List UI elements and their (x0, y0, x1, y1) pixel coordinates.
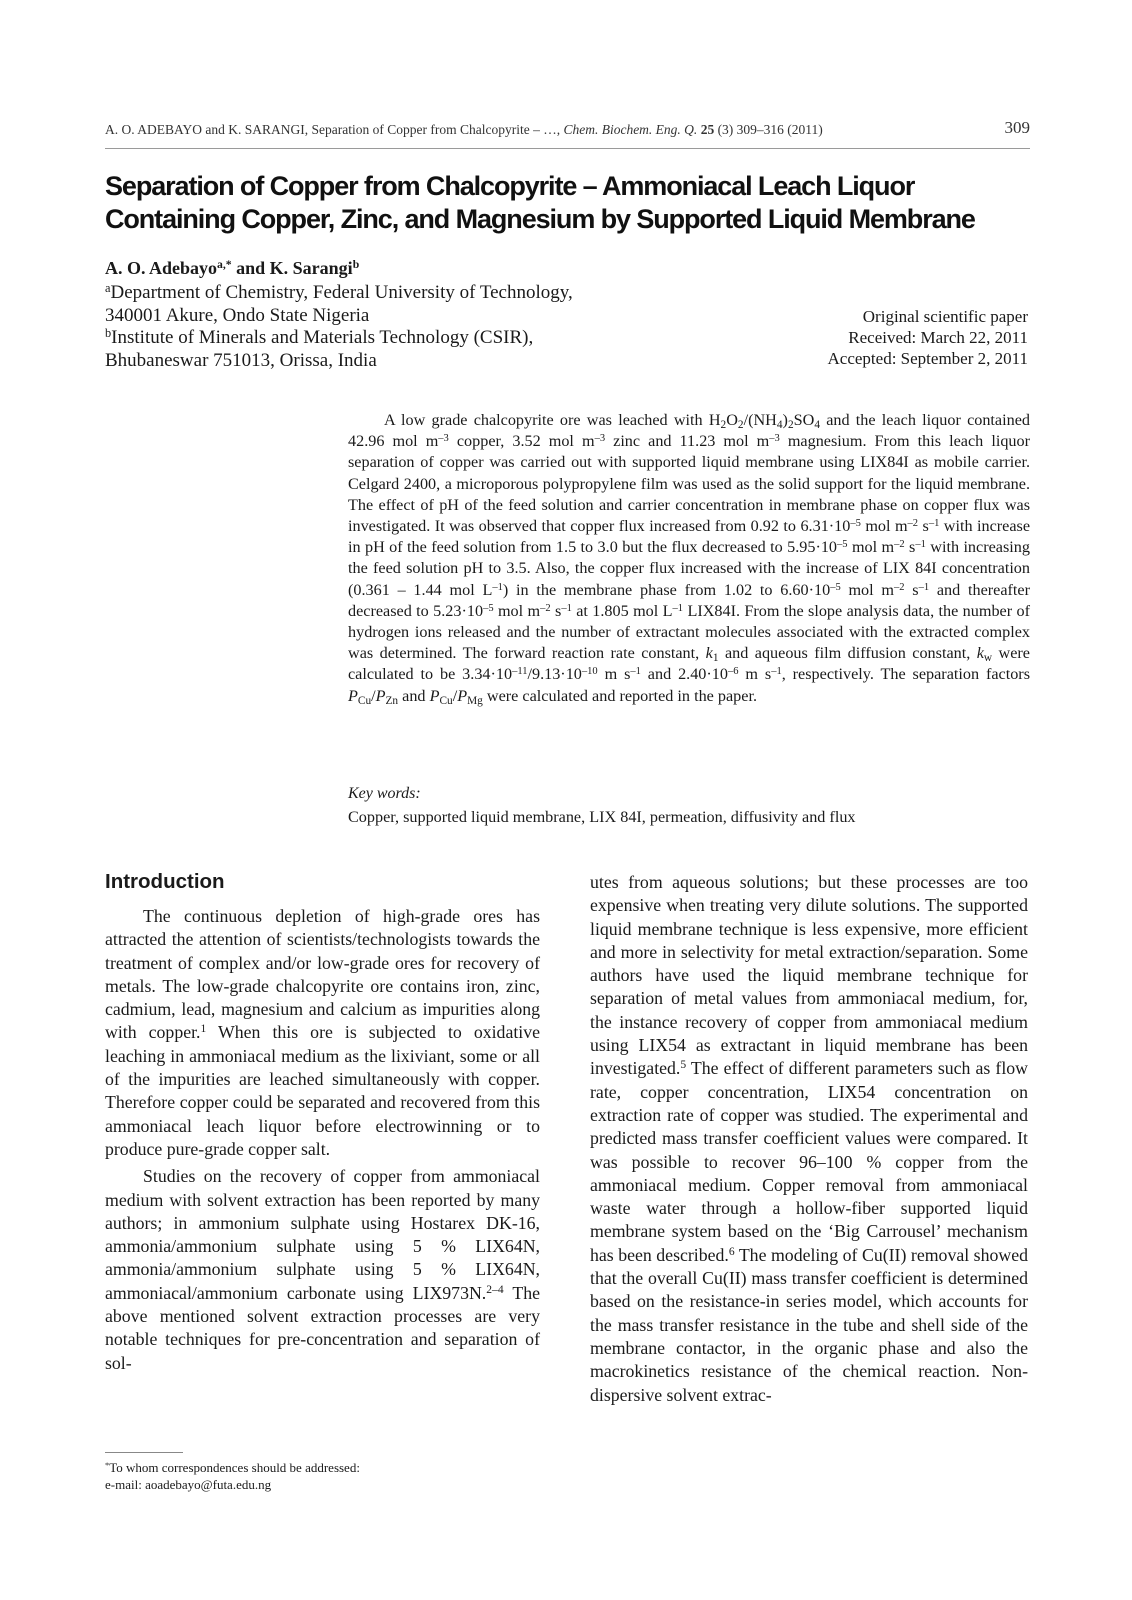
author-1-affiliation-mark: a,* (217, 258, 232, 272)
affiliation-a-line-1 (105, 282, 665, 305)
accepted-date: Accepted: September 2, 2011 (827, 349, 1028, 368)
author-conjunction: and (236, 258, 266, 278)
intro-p1-text-a: The continuous depletion of high-grade ores has attracted the attention of scientists/technologists towards the treatment of complex and/or low-grade ores for recovery of metals. The low-grade chalcopyrite ore contains iron, zinc, cadmium, lead, magnesium and calcium as impurities along with copper. (105, 906, 540, 1043)
page-number: 309 (1004, 118, 1030, 137)
affiliation-a-line-2: 340001 Akure, Ondo State Nigeria (105, 304, 370, 326)
footnote (105, 1459, 360, 1493)
citation-5: 5 (680, 1058, 687, 1072)
intro-paragraph-2 (105, 1165, 540, 1375)
intro-paragraph-2-continued (590, 871, 1028, 1407)
affiliation-b-mark: b (105, 325, 112, 340)
running-head-journal: Chem. Biochem. Eng. Q. (563, 122, 698, 137)
affiliation-b-line-1 (105, 327, 665, 350)
received-date: Received: March 22, 2011 (848, 328, 1028, 347)
citation-1: 1 (200, 1022, 207, 1036)
keywords-text: Copper, supported liquid membrane, LIX 84I, permeation, diffusivity and flux (348, 808, 856, 826)
affiliations (105, 282, 665, 372)
abstract: A low grade chalcopyrite ore was leached with $H_2O_2/(NH_4)_2SO_4$ and the leach liquor contained 42.96 mol $m^{-3}$ copper, 3.52 mol $m^{-3}$ zinc and 11.23 mol $m^{-3}$ magnesium. From this leach liquor separation of copper was carried out with supported liquid membrane using LIX84I as mobile carrier. Celgard 2400, a microporous polypropylene film was used as the solid support for the liquid membrane. The effect of pH of the feed solution and carrier concentration in membrane phase on copper flux was investigated. It was observed that copper flux increased from 0.92 to $6.31\cdot 10^{-5}$ mol $m^{-2}$ $s^{-1}$ with increase in pH of the feed solution from 1.5 to 3.0 but the flux decreased to $5.95\cdot 10^{-5}$ mol $m^{-2}$ $s^{-1}$ with increasing the feed solution pH to 3.5. Also, the copper flux increased with the increase of LIX 84I concentration (0.361 – 1.44 mol $L^{-1}$) in the membrane phase from 1.02 to $6.60\cdot 10^{-5}$ mol $m^{-2}$ $s^{-1}$ and thereafter decreased to $5.23\cdot 10^{-5}$ mol $m^{-2}$ $s^{-1}$ at 1.805 mol $L^{-1}$ LIX84I. From the slope analysis data, the number of hydrogen ions released and the number of extractant molecules associated with the extracted complex was determined. The forward reaction rate constant, $k_1$ and aqueous film diffusion constant, $k_w$ were calculated to be $3.34\cdot 10^{-11}/9.13\cdot 10^{-10}$ m $s^{-1}$ and $2.40\cdot 10^{-6}$ m $s^{-1}$, respectively. The separation factors $P_{Cu}/P_{Zn}$ and $P_{Cu}/P_{Mg}$ were calculated and reported in the paper. (348, 411, 1031, 707)
author-list (105, 258, 359, 279)
affiliation-a-text-1: Department of Chemistry, Federal University of Technology, (110, 282, 573, 303)
footnote-divider (105, 1452, 183, 1453)
paper-type: Original scientific paper (862, 307, 1028, 326)
footnote-email[interactable]: e-mail: aoadebayo@futa.edu.ng (105, 1477, 272, 1492)
intro-p2-text-a: Studies on the recovery of copper from ammoniacal medium with solvent extraction has been reported by many authors; in ammonium sulphate using Hostarex DK-16, ammonia/ammonium sulphate using 5 % LIX64N, ammonia/ammonium sulphate using 5 % LIX64N, ammoniacal/ammonium carbonate using LIX973N. (105, 1166, 540, 1303)
author-1: A. O. Adebayo (105, 258, 218, 278)
running-head-volume: 25 (700, 122, 715, 137)
section-heading-introduction: Introduction (105, 870, 225, 893)
citation-2-4: 2–4 (486, 1282, 504, 1296)
running-head-authors-title: A. O. ADEBAYO and K. SARANGI, Separation of Copper from Chalcopyrite – …, (105, 122, 561, 137)
affiliation-a-mark: a (105, 280, 111, 295)
intro-paragraph-1 (105, 905, 540, 1161)
author-2: K. Sarangi (269, 258, 353, 278)
right-column (590, 871, 1028, 1407)
paper-title-line-2: Containing Copper, Zinc, and Magnesium by Supported Liquid Membrane (105, 204, 975, 234)
footnote-line-1 (105, 1459, 360, 1476)
intro-r-text-b: The effect of different parameters such as flow rate, copper concentration, LIX54 concentration on extraction rate of copper was studied. The experimental and predicted mass transfer coefficient values were compared. It was possible to recover 96–100 % copper from the ammoniacal medium. Copper removal from ammoniacal waste water through a hollow-fiber supported liquid membrane system based on the ‘Big Carrousel’ mechanism has been described. (590, 1058, 1028, 1265)
left-column (105, 905, 540, 1375)
intro-p2-text-b: The above mentioned solvent extraction processes are very notable techniques for pre-concentration and separation of sol- (105, 1282, 540, 1373)
paper-title (105, 170, 1025, 236)
affiliation-b-text-1: Institute of Minerals and Materials Technology (CSIR), (111, 327, 534, 348)
paper-title-line-1: Separation of Copper from Chalcopyrite – Ammoniacal Leach Liquor (105, 171, 915, 201)
paper-info (760, 306, 1028, 369)
author-2-affiliation-mark: b (352, 258, 360, 272)
footnote-mark: * (105, 1459, 110, 1470)
intro-p1-text-b: When this ore is subjected to oxidative leaching in ammoniacal medium as the lixiviant, some or all of the impurities are leached simultaneously with copper. Therefore copper could be separated and recovered from this ammoniacal leach liquor before electrowinning or to produce pure-grade copper salt. (105, 1022, 540, 1159)
running-head (105, 118, 1030, 149)
footnote-text-1: To whom correspondences should be addressed: (109, 1460, 360, 1475)
affiliation-b-line-2: Bhubaneswar 751013, Orissa, India (105, 349, 377, 371)
keywords-label: Key words: (348, 785, 421, 802)
citation-6: 6 (728, 1244, 735, 1258)
intro-r-text-a: utes from aqueous solutions; but these processes are too expensive when treating very dilute solutions. The supported liquid membrane technique is less expensive, more efficient and more in selectivity for metal extraction/separation. Some authors have used the liquid membrane technique for separation of metal values from ammoniacal medium, for, the instance recovery of copper from ammoniacal medium using LIX54 as extractant in liquid membrane has been investigated. (590, 872, 1028, 1079)
intro-r-text-c: The modeling of Cu(II) removal showed that the overall Cu(II) mass transfer coefficient is determined based on the resistance-in series model, which accounts for the mass transfer resistance in the tube and shell side of the membrane contactor, in the organic phase and also the macrokinetics resistance of the chemical reaction. Non-dispersive solvent extrac- (590, 1244, 1028, 1405)
running-head-issue-pages: (3) 309–316 (2011) (717, 122, 823, 137)
